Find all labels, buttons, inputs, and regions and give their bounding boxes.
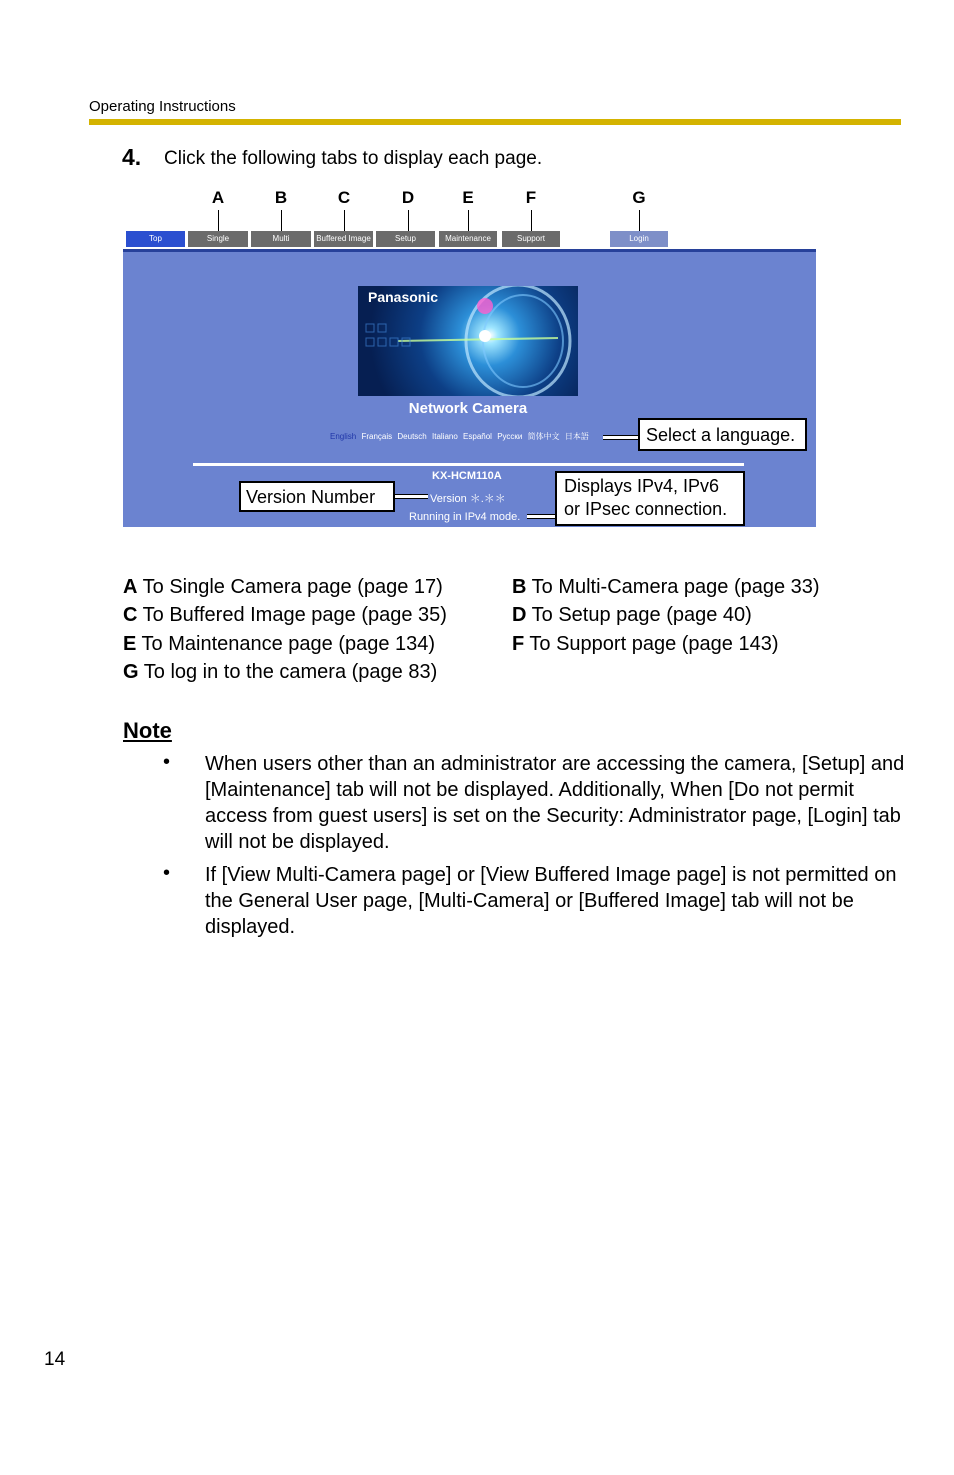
note-item-1: When users other than an administrator are accessing the camera, [Setup] and [Maintenance] tab will not be displayed. Additionally, When [Do not permit access from guest users] is set on the Security: Administrator page, [Login] tab will not be displayed.: [205, 753, 905, 853]
callout-line-b: [281, 210, 282, 231]
tab-buffered-image[interactable]: Buffered Image: [314, 231, 373, 247]
language-callout-connector: [603, 435, 639, 440]
callout-letter-f: F: [525, 188, 537, 207]
callout-line-d: [408, 210, 409, 231]
legend-item-d: D To Setup page (page 40): [512, 604, 752, 626]
ip-callout-line-1: Displays IPv4, IPv6: [564, 476, 720, 496]
language-link-german[interactable]: Deutsch: [397, 432, 427, 441]
step-text: Click the following tabs to display each page.: [164, 148, 543, 169]
connection-mode-text: Running in IPv4 mode.: [409, 511, 521, 523]
tab-maintenance[interactable]: Maintenance: [439, 231, 497, 247]
product-name: Network Camera: [408, 400, 528, 417]
tab-login[interactable]: Login: [610, 231, 668, 247]
language-callout: Select a language.: [638, 418, 807, 451]
callout-line-f: [531, 210, 532, 231]
legend-item-f: F To Support page (page 143): [512, 633, 779, 655]
callout-letter-a: A: [211, 188, 225, 207]
ip-mode-callout: [555, 471, 745, 526]
legend-item-g: G To log in to the camera (page 83): [123, 661, 438, 683]
ip-callout-line-2: or IPsec connection.: [564, 499, 728, 519]
panel-divider: [193, 463, 744, 466]
legend-item-e: E To Maintenance page (page 134): [123, 633, 436, 655]
callout-line-c: [344, 210, 345, 231]
callout-letter-g: G: [632, 188, 646, 207]
callout-line-e: [468, 210, 469, 231]
version-callout-connector: [395, 494, 428, 499]
panel-top-border: [123, 249, 816, 252]
language-link-english[interactable]: English: [330, 432, 357, 441]
header-rule: [89, 119, 901, 125]
step-number: 4.: [122, 144, 142, 170]
callout-letter-c: C: [337, 188, 351, 207]
version-text: Version ＊.＊＊: [430, 493, 506, 505]
model-number: KX-HCM110A: [432, 470, 502, 482]
language-selector[interactable]: [330, 431, 592, 442]
legend-item-c: C To Buffered Image page (page 35): [123, 604, 447, 626]
page-number: 14: [44, 1349, 66, 1370]
language-link-spanish[interactable]: Español: [463, 432, 492, 441]
tab-multi[interactable]: Multi: [251, 231, 311, 247]
callout-letter-b: B: [274, 188, 288, 207]
note-heading: Note: [123, 718, 172, 743]
tab-setup[interactable]: Setup: [376, 231, 435, 247]
callout-letter-d: D: [401, 188, 415, 207]
callout-letter-e: E: [462, 188, 474, 207]
legend-item-b: B To Multi-Camera page (page 33): [512, 576, 820, 598]
language-link-french[interactable]: Français: [361, 432, 393, 441]
language-link-russian[interactable]: Русски: [497, 432, 523, 441]
mode-callout-connector: [527, 514, 556, 519]
callout-line-a: [218, 210, 219, 231]
running-header: Operating Instructions: [89, 98, 236, 115]
note-item-2: If [View Multi-Camera page] or [View Buffered Image page] is not permitted on the General User page, [Multi-Camera] or [Buffered Image] tab will not be displayed.: [205, 864, 897, 938]
tab-single[interactable]: Single: [188, 231, 248, 247]
note-bullet-1: •: [163, 751, 171, 773]
version-callout: Version Number: [239, 481, 395, 512]
brand-logo: Panasonic: [368, 289, 439, 305]
legend-item-a: A To Single Camera page (page 17): [123, 576, 443, 598]
tab-top[interactable]: Top: [126, 231, 185, 247]
note-bullet-2: •: [163, 862, 171, 884]
callout-line-g: [639, 210, 640, 231]
language-link-italian[interactable]: Italiano: [432, 432, 458, 441]
language-link-japanese[interactable]: 日本語: [564, 432, 589, 441]
language-link-chinese[interactable]: 简体中文: [527, 432, 560, 441]
tab-support[interactable]: Support: [502, 231, 560, 247]
